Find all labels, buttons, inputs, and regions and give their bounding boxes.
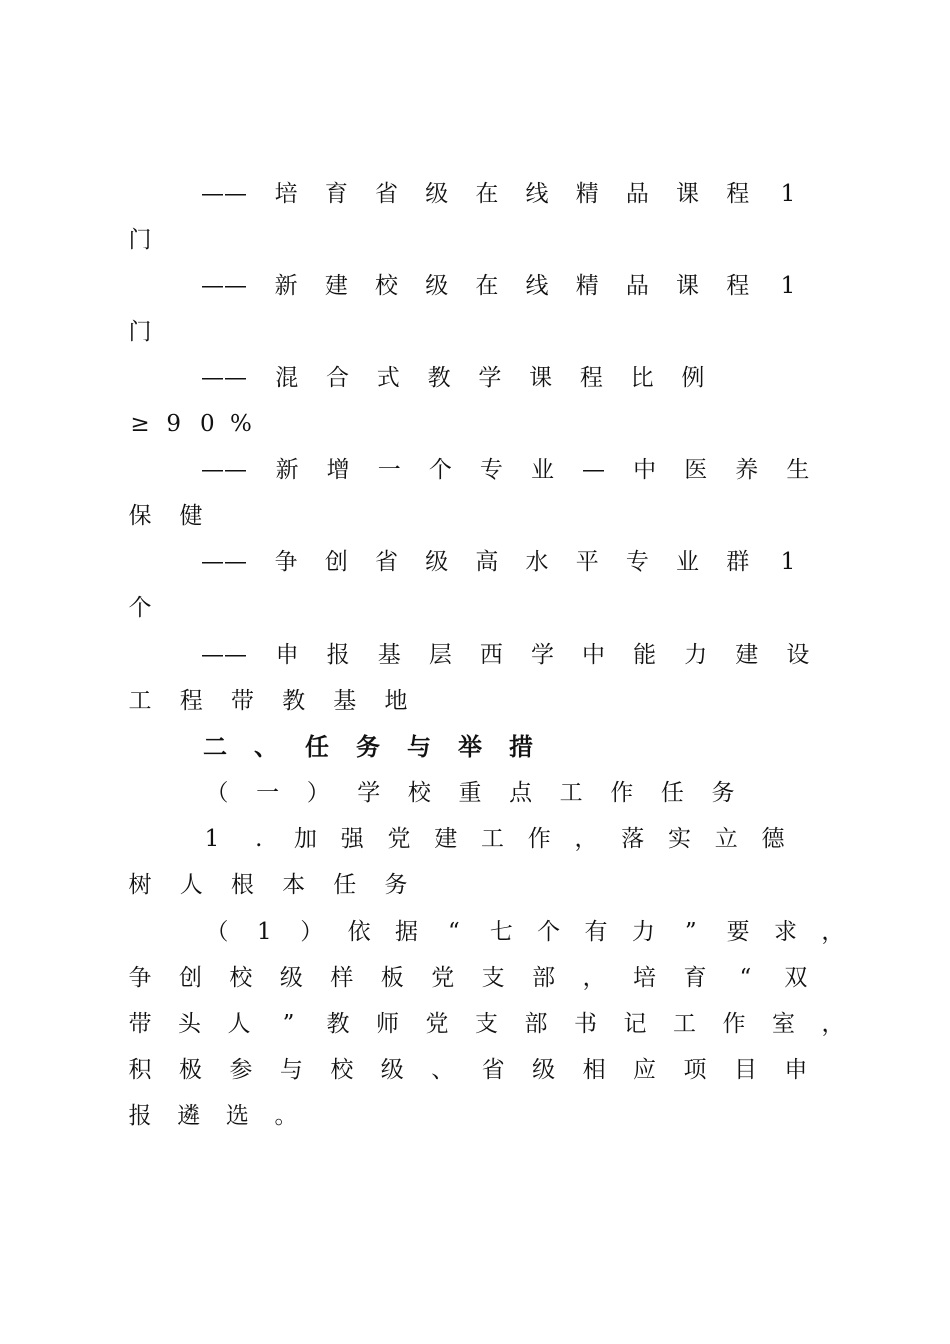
text-line-item-1-1-a: （ 1 ） 依 据 “ 七 个 有 力 ” 要 求 ， — [205, 919, 845, 945]
text-line-goal-new-major-b: 保 健 — [128, 503, 203, 529]
text-line-goal-new-major-a: —— 新 增 一 个 专 业 — 中 医 养 生 — [201, 457, 810, 483]
text-line-goal-teaching-base-a: —— 申 报 基 层 西 学 中 能 力 建 设 — [201, 642, 810, 668]
text-line-item-1-b: 树 人 根 本 任 务 — [128, 872, 408, 898]
text-line-item-1-a: 1 . 加 强 党 建 工 作 ， 落 实 立 德 — [204, 826, 785, 852]
text-line-goal-online-course-school-b: 门 — [128, 319, 152, 345]
text-line-item-1-1-c: 带 头 人 ” 教 师 党 支 部 书 记 工 作 室 ， — [128, 1011, 845, 1037]
subsection-heading: （ 一 ） 学 校 重 点 工 作 任 务 — [205, 780, 735, 806]
text-line-goal-major-group-b: 个 — [128, 595, 152, 621]
text-line-goal-teaching-base-b: 工 程 带 教 基 地 — [128, 688, 408, 714]
text-line-goal-major-group-a: —— 争 创 省 级 高 水 平 专 业 群 1 — [201, 549, 796, 575]
text-line-goal-online-course-provincial-b: 门 — [128, 227, 152, 253]
text-line-goal-online-course-provincial-a: —— 培 育 省 级 在 线 精 品 课 程 1 — [201, 181, 796, 207]
text-line-item-1-1-d: 积 极 参 与 校 级 、 省 级 相 应 项 目 申 — [128, 1057, 808, 1083]
text-line-item-1-1-b: 争 创 校 级 样 板 党 支 部 ， 培 育 “ 双 — [128, 965, 808, 991]
section-heading: 二 、 任 务 与 举 措 — [203, 732, 533, 761]
text-line-goal-online-course-school-a: —— 新 建 校 级 在 线 精 品 课 程 1 — [201, 273, 796, 299]
text-line-item-1-1-e: 报 遴 选 。 — [128, 1103, 298, 1129]
text-line-goal-blended-ratio-b: ≥ 9 0 % — [130, 411, 252, 437]
text-line-goal-blended-ratio-a: —— 混 合 式 教 学 课 程 比 例 — [201, 365, 705, 391]
